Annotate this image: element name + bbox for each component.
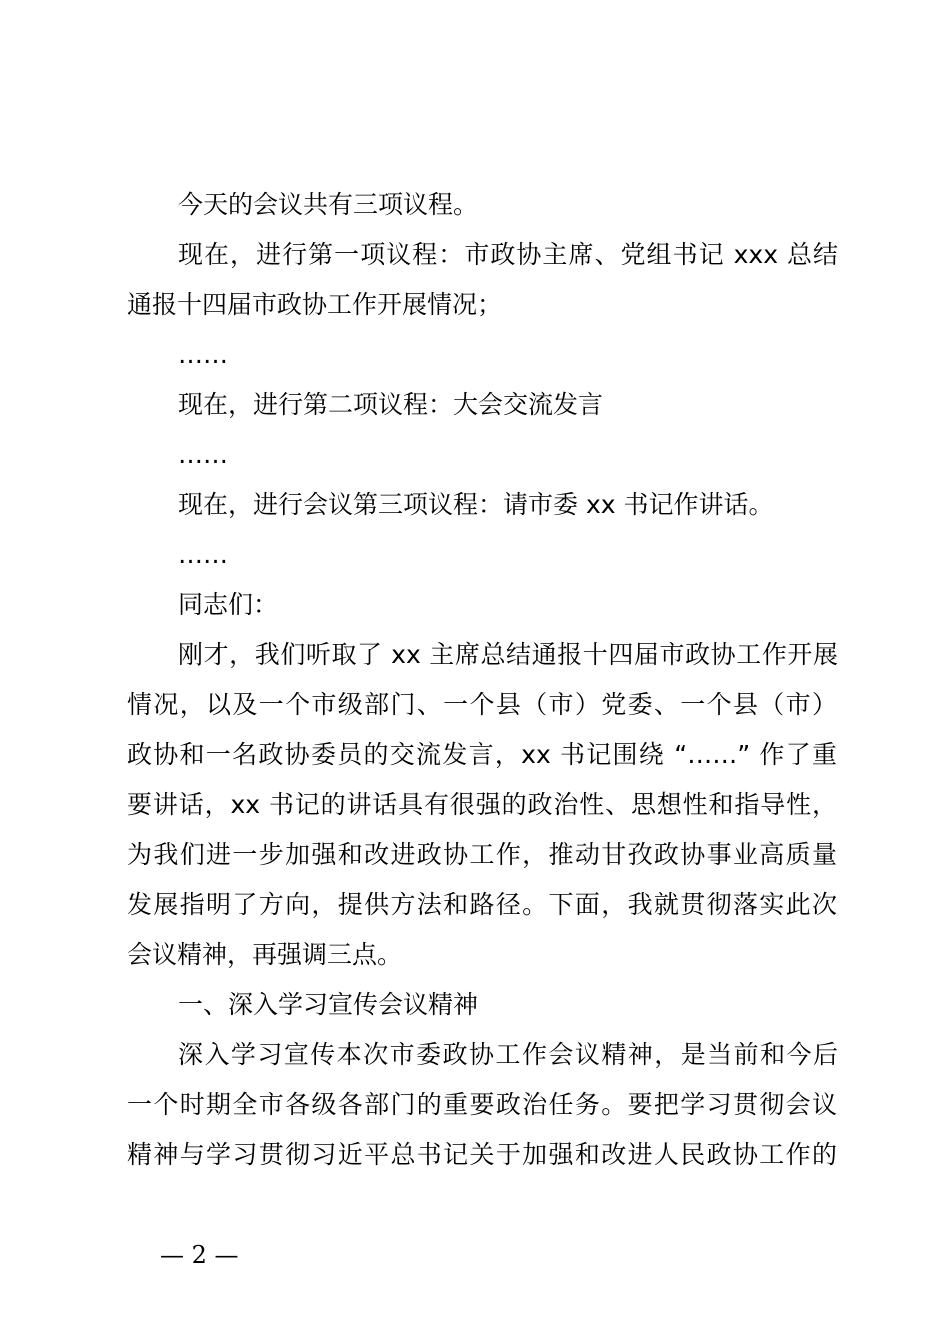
ellipsis: …… xyxy=(178,540,228,569)
paragraph-line: 会议精神，再强调三点。 xyxy=(127,940,403,969)
paragraph-line: 刚才，我们听取了 xx 主席总结通报十四届市政协工作开展 xyxy=(178,640,838,669)
paragraph-line: 要讲话，xx 书记的讲话具有很强的政治性、思想性和指导性， xyxy=(127,790,837,819)
ellipsis: …… xyxy=(178,340,228,369)
agenda-item-3: 现在，进行会议第三项议程：请市委 xx 书记作讲话。 xyxy=(178,490,774,519)
salutation: 同志们： xyxy=(178,590,279,619)
paragraph-line: 为我们进一步加强和改进政协工作，推动甘孜政协事业高质量 xyxy=(127,840,837,869)
agenda-intro: 今天的会议共有三项议程。 xyxy=(178,190,479,219)
agenda-item-1-continued: 通报十四届市政协工作开展情况； xyxy=(127,290,503,319)
page-number: — 2 — xyxy=(160,1241,239,1269)
agenda-item-1: 现在，进行第一项议程：市政协主席、党组书记 xxx 总结 xyxy=(178,240,838,269)
paragraph-line: 深入学习宣传本次市委政协工作会议精神，是当前和今后 xyxy=(178,1040,838,1069)
section-heading: 一、深入学习宣传会议精神 xyxy=(178,990,479,1019)
paragraph-line: 精神与学习贯彻习近平总书记关于加强和改进人民政协工作的 xyxy=(127,1140,837,1169)
paragraph-line: 政协和一名政协委员的交流发言，xx 书记围绕 “……” 作了重 xyxy=(127,740,837,769)
ellipsis: …… xyxy=(178,440,228,469)
paragraph-line: 发展指明了方向，提供方法和路径。下面，我就贯彻落实此次 xyxy=(127,890,837,919)
agenda-item-2: 现在，进行第二项议程：大会交流发言 xyxy=(178,390,604,419)
paragraph-line: 一个时期全市各级各部门的重要政治任务。要把学习贯彻会议 xyxy=(127,1090,837,1119)
paragraph-line: 情况，以及一个市级部门、一个县（市）党委、一个县（市） xyxy=(127,690,837,719)
